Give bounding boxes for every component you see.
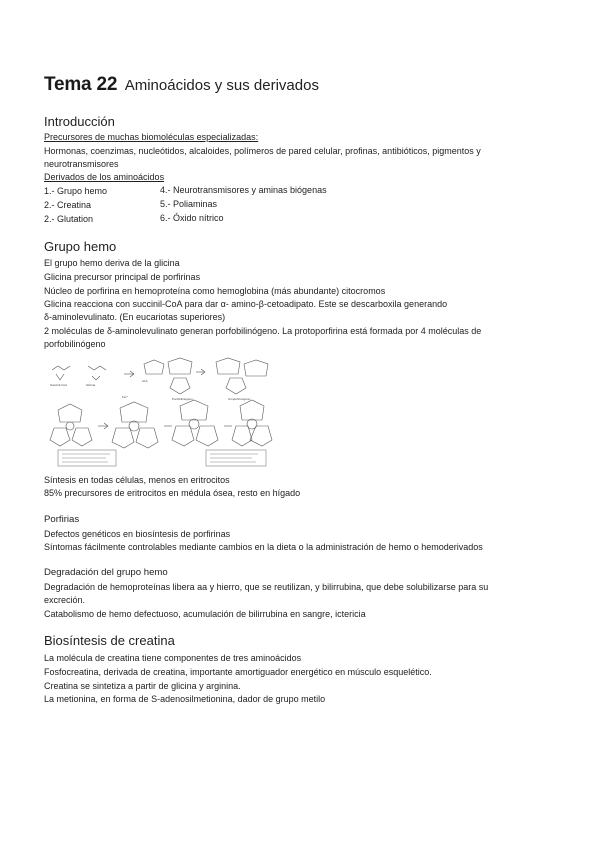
creatina-line: Fosfocreatina, derivada de creatina, importante amortiguador energético en músculo esquelético. (44, 667, 432, 677)
precursores-line-1: Hormonas, coenzimas, nucleótidos, alcaloides, polímeros de pared celular, profinas, antibióticos, pigmentos y (44, 146, 481, 156)
hemo-line: Glicina precursor principal de porfirinas (44, 272, 201, 282)
derivado-item: 5.- Poliaminas (160, 199, 218, 209)
creatina-line: Creatina se sintetiza a partir de glicina y arginina. (44, 681, 241, 691)
hemo-line: Glicina reacciona con succinil-CoA para dar α- amino-β-cetoadipato. Este se descarboxila generando (44, 299, 448, 309)
heading-grupo-hemo: Grupo hemo (44, 239, 117, 254)
svg-text:ALA: ALA (142, 379, 148, 383)
precursores-label: Precursores de muchas biomoléculas especializadas: (44, 132, 259, 142)
svg-text:Porfobilinógeno: Porfobilinógeno (172, 397, 193, 401)
creatina-line: La metionina, en forma de S-adenosilmetionina, dador de grupo metilo (44, 694, 326, 704)
svg-text:Fe²⁺: Fe²⁺ (122, 395, 129, 399)
svg-text:Glicina: Glicina (86, 383, 96, 387)
degradacion-line: Degradación de hemoproteínas libera aa y hierro, que se reutilizan, y bilirrubina, que debe solubilizarse para su (44, 582, 489, 592)
derivado-item: 2.- Glutation (44, 214, 94, 224)
precursores-line-2: neurotransmisores (44, 159, 119, 169)
hemo-after-line: 85% precursores de eritrocitos en médula ósea, resto en hígado (44, 488, 301, 498)
heading-creatina: Biosíntesis de creatina (44, 633, 175, 648)
hemo-line: 2 moléculas de δ-aminolevulinato generan porfobilinógeno. La protoporfirina está formada por 4 moléculas de (44, 326, 482, 336)
hemo-line: Núcleo de porfirina en hemoproteína como hemoglobina (más abundante) citocromos (44, 286, 386, 296)
derivado-item: 4.- Neurotransmisores y aminas biógenas (160, 185, 327, 195)
porphyrin-synthesis-figure (44, 352, 276, 468)
hemo-after-line: Síntesis en todas células, menos en eritrocitos (44, 475, 230, 485)
derivado-item: 6.- Óxido nítrico (160, 213, 224, 223)
hemo-line: porfobilinógeno (44, 339, 106, 349)
derivados-label: Derivados de los aminoácidos (44, 172, 165, 182)
svg-text:Uroporfirinógeno: Uroporfirinógeno (228, 397, 251, 401)
title-number: Tema 22 (44, 74, 118, 95)
degradacion-line: Catabolismo de hemo defectuoso, acumulación de bilirrubina en sangre, ictericia (44, 609, 366, 619)
derivado-item: 1.- Grupo hemo (44, 186, 108, 196)
document-title (44, 74, 319, 96)
derivado-item: 2.- Creatina (44, 200, 92, 210)
heading-porfirias: Porfirias (44, 514, 80, 525)
heading-introduccion: Introducción (44, 114, 115, 129)
creatina-line: La molécula de creatina tiene componentes de tres aminoácidos (44, 653, 302, 663)
heading-degradacion: Degradación del grupo hemo (44, 567, 168, 578)
hemo-line: El grupo hemo deriva de la glicina (44, 258, 180, 268)
hemo-line: δ-aminolevulinato. (En eucariotas superiores) (44, 312, 226, 322)
porfirias-line: Defectos genéticos en biosíntesis de porfirinas (44, 529, 231, 539)
svg-text:Succinil-CoA: Succinil-CoA (50, 383, 68, 387)
porfirias-line: Síntomas fácilmente controlables mediante cambios en la dieta o la administración de hemo o hemoderivados (44, 542, 483, 552)
degradacion-line: excreción. (44, 595, 86, 605)
title-subtitle: Aminoácidos y sus derivados (124, 77, 319, 94)
